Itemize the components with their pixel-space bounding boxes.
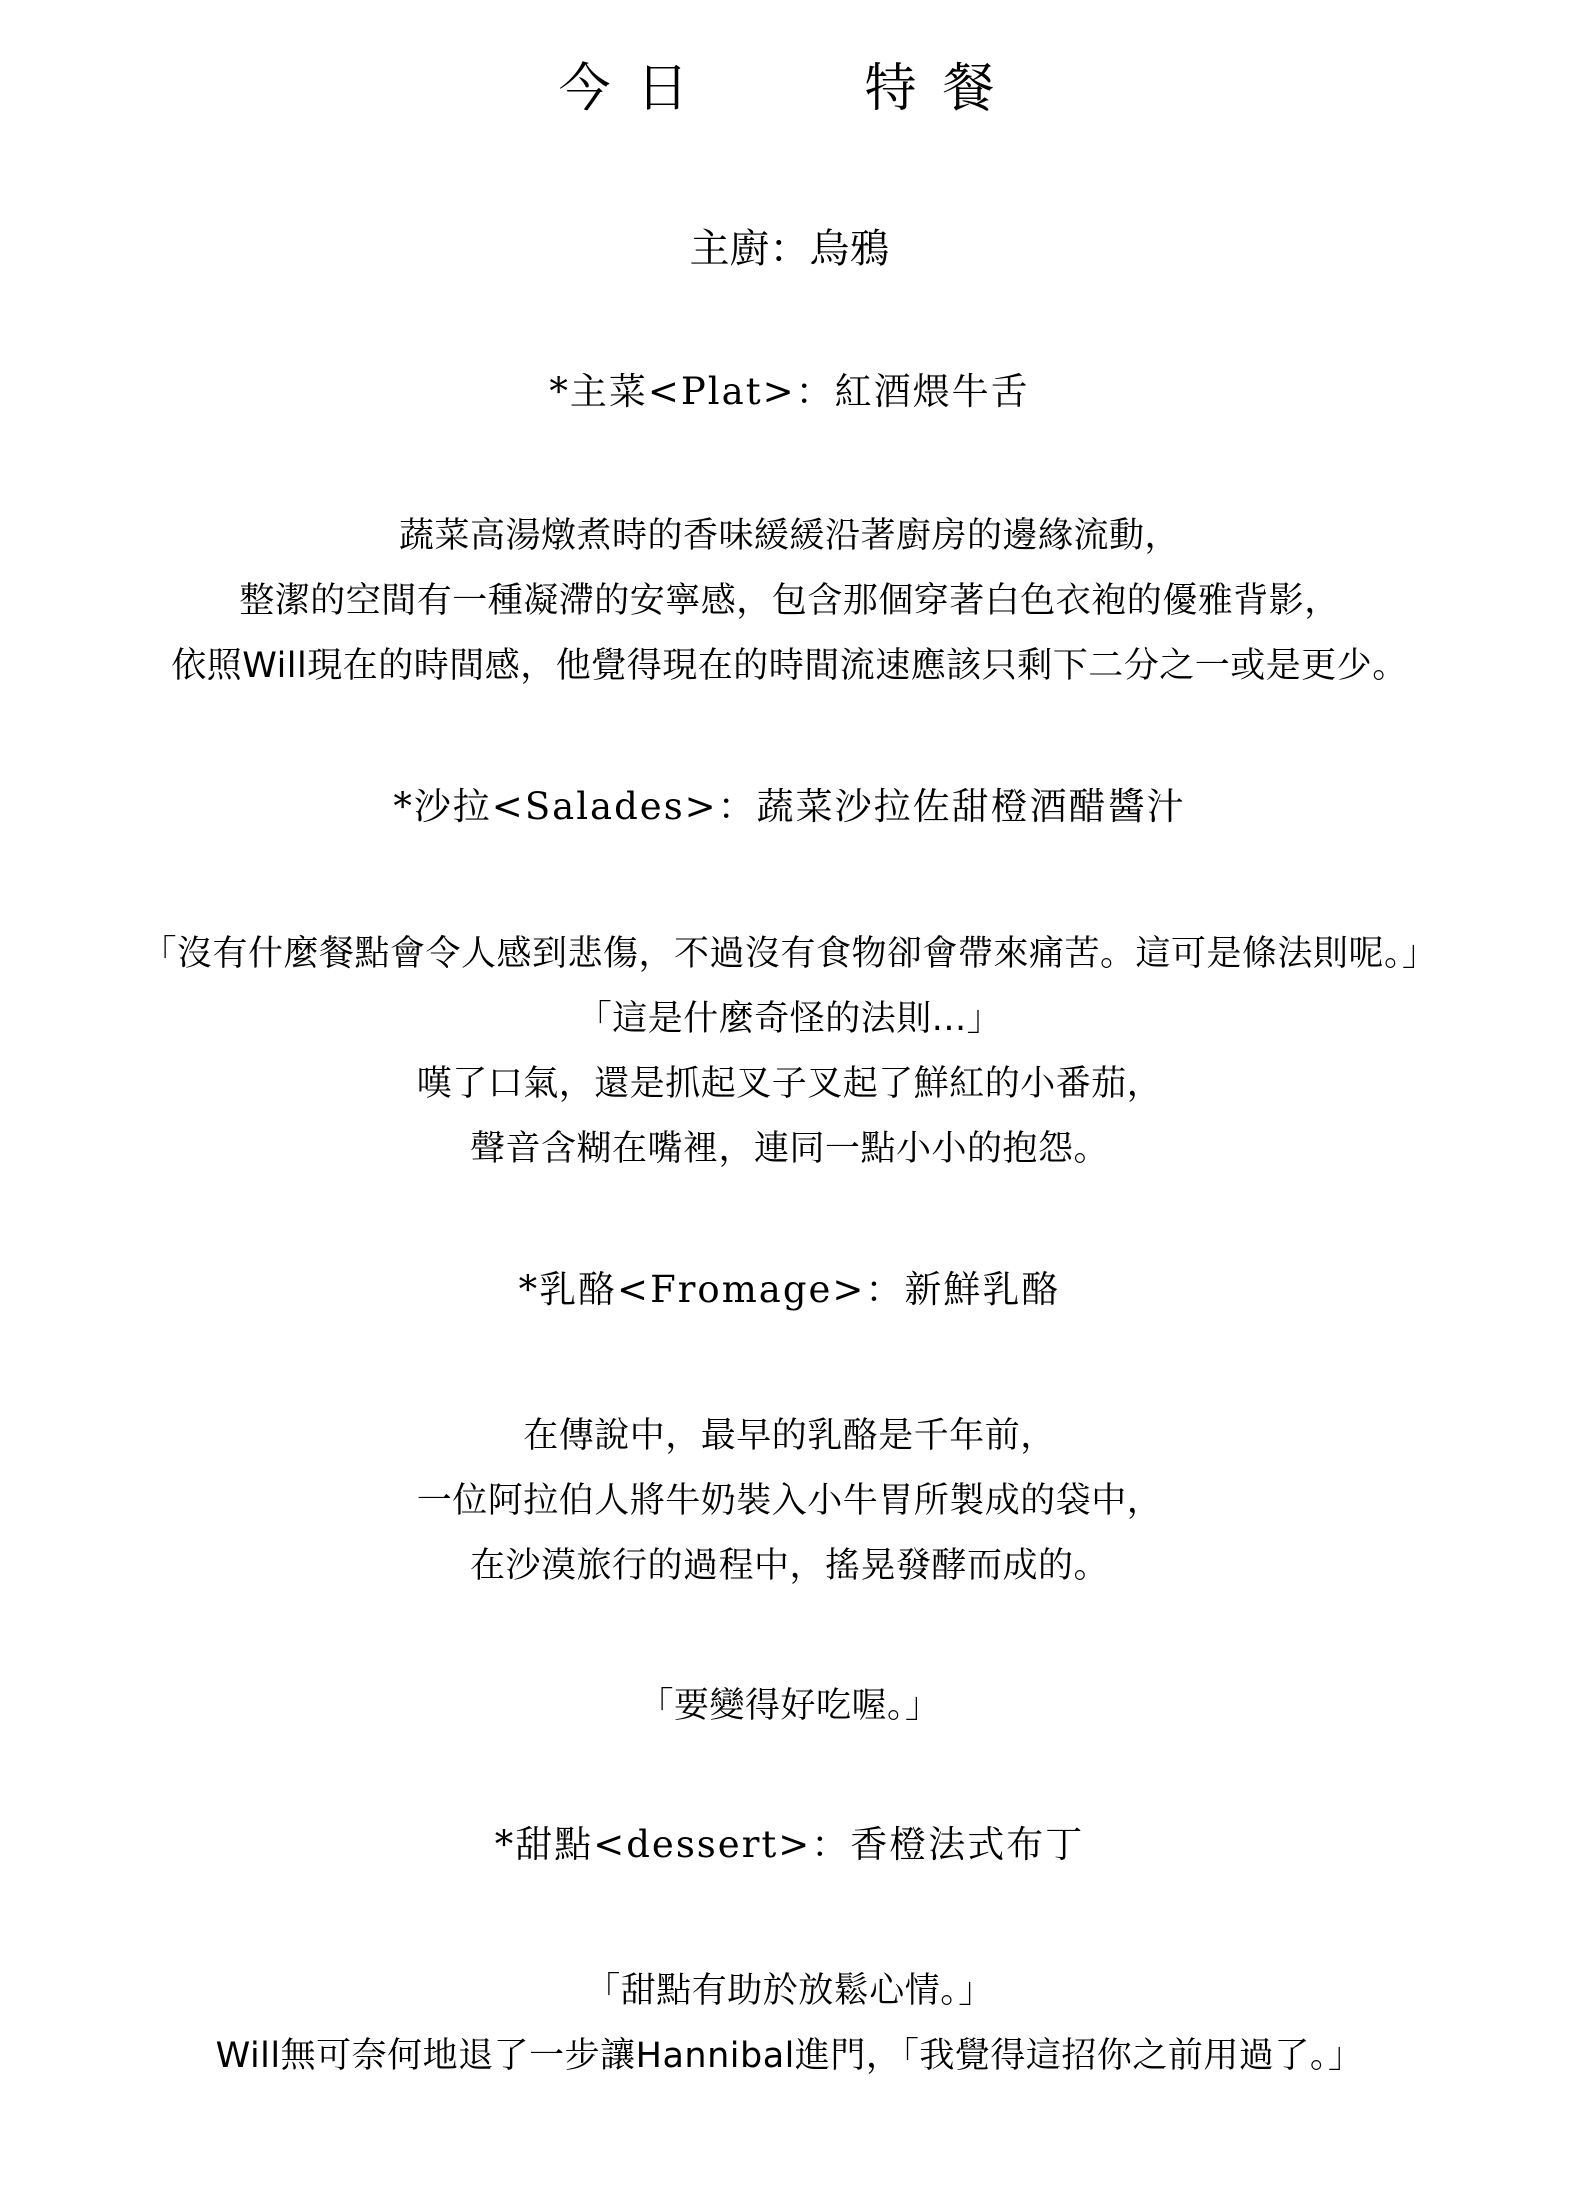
paragraph-line: 「甜點有助於放鬆心情。」 <box>585 1971 994 2011</box>
title-part-today: 今日 <box>558 59 715 119</box>
paragraph-line: 一位阿拉伯人將牛奶裝入小牛胃所製成的袋中， <box>416 1481 1163 1521</box>
paragraph-line: 在沙漠旅行的過程中，搖晃發酵而成的。 <box>469 1546 1109 1586</box>
paragraph-line: Will無可奈何地退了一步讓Hannibal進門，「我覺得這招你之前用過了。」 <box>215 2036 1364 2076</box>
chef-line: 主廚：烏鴉 <box>689 226 890 272</box>
page-title <box>0 58 1579 120</box>
course-heading-dessert: *甜點<dessert>：香橙法式布丁 <box>494 1823 1085 1866</box>
course-heading-salades: *沙拉<Salades>：蔬菜沙拉佐甜橙酒醋醬汁 <box>393 785 1186 828</box>
course-heading-fromage: *乳酪<Fromage>：新鮮乳酪 <box>518 1268 1061 1311</box>
paragraph-line: 聲音含糊在嘴裡，連同一點小小的抱怨。 <box>469 1129 1109 1169</box>
paragraph-line: 整潔的空間有一種凝滯的安寧感，包含那個穿著白色衣袍的優雅背影， <box>239 581 1340 621</box>
paragraph-line: 依照Will現在的時間感，他覺得現在的時間流速應該只剩下二分之一或是更少。 <box>171 646 1408 686</box>
paragraph-line: 「要變得好吃喔。」 <box>638 1686 941 1726</box>
paragraph-line: 在傳說中，最早的乳酪是千年前， <box>523 1416 1056 1456</box>
paragraph-line: 蔬菜高湯燉煮時的香味緩緩沿著廚房的邊緣流動， <box>398 516 1180 556</box>
paragraph-line: 嘆了口氣，還是抓起叉子叉起了鮮紅的小番茄， <box>416 1064 1163 1104</box>
paragraph-line: 「沒有什麼餐點會令人感到悲傷，不過沒有食物卻會帶來痛苦。這可是條法則呢。」 <box>141 934 1438 974</box>
paragraph-line: 「這是什麼奇怪的法則...」 <box>576 999 1003 1039</box>
course-heading-plat: *主菜<Plat>：紅酒煨牛舌 <box>549 370 1030 413</box>
title-part-special: 特餐 <box>864 59 1021 119</box>
